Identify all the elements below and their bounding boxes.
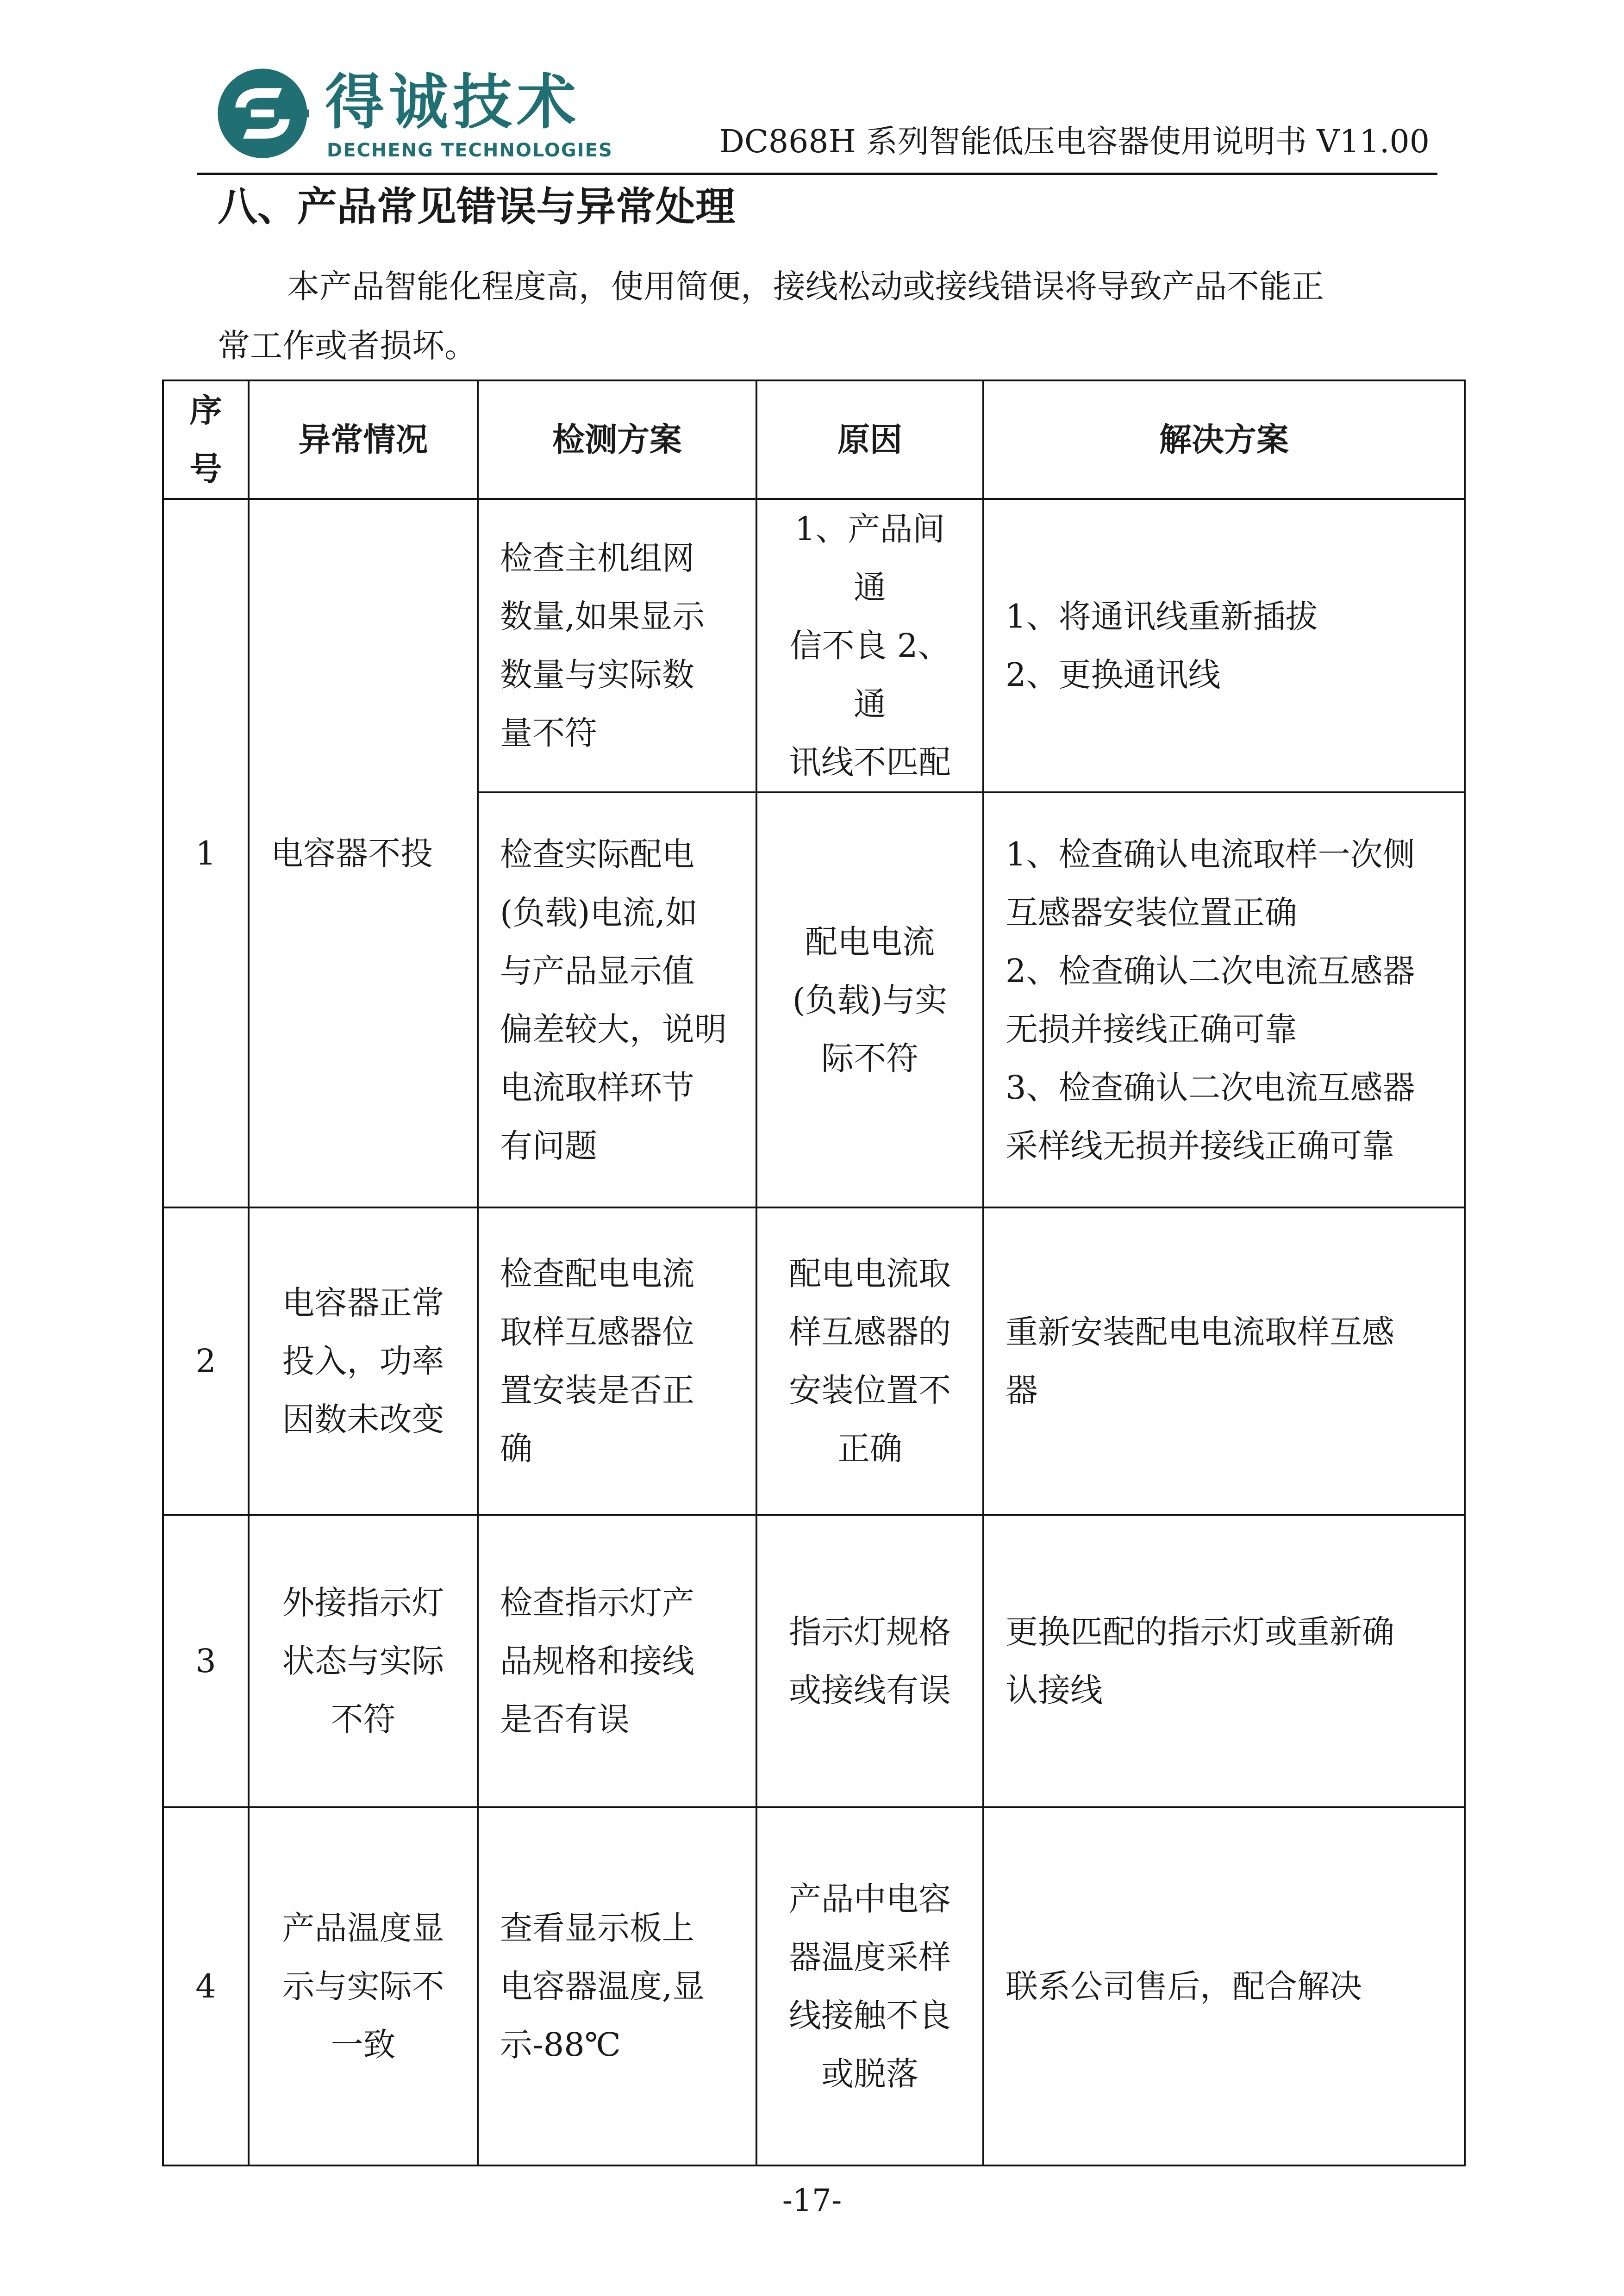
row-solution: 重新安装配电电流取样互感 器 bbox=[983, 1207, 1465, 1515]
logo-english-name: DECHENG TECHNOLOGIES bbox=[327, 140, 613, 161]
row-condition: 电容器正常 投入，功率 因数未改变 bbox=[249, 1207, 478, 1515]
row-solution: 更换匹配的指示灯或重新确 认接线 bbox=[983, 1515, 1465, 1807]
table-row bbox=[163, 1807, 1465, 2165]
row-detection: 检查主机组网 数量,如果显示 数量与实际数 量不符 bbox=[478, 499, 756, 792]
row-index: 1 bbox=[163, 499, 249, 1207]
row-solution: 联系公司售后，配合解决 bbox=[983, 1807, 1465, 2165]
intro-paragraph bbox=[218, 257, 1440, 375]
table-header-row bbox=[163, 380, 1465, 499]
header-condition: 异常情况 bbox=[249, 380, 478, 499]
row-condition: 电容器不投 bbox=[249, 499, 478, 1207]
row-solution: 1、检查确认电流取样一次侧 互感器安装位置正确 2、检查确认二次电流互感器 无损并接线正确可靠 3、检查确认二次电流互感器 采样线无损并接线正确可靠 bbox=[983, 792, 1465, 1207]
row-detection: 检查实际配电 (负载)电流,如 与产品显示值 偏差较大，说明 电流取样环节 有问题 bbox=[478, 792, 756, 1207]
row-solution: 1、将通讯线重新插拔 2、更换通讯线 bbox=[983, 499, 1465, 792]
intro-line-2: 常工作或者损坏。 bbox=[218, 327, 477, 365]
fault-handling-table bbox=[162, 380, 1466, 2166]
intro-line-1: 本产品智能化程度高，使用简便，接线松动或接线错误将导致产品不能正 bbox=[287, 268, 1324, 305]
row-detection: 检查配电电流 取样互感器位 置安装是否正 确 bbox=[478, 1207, 756, 1515]
document-title: DC868H 系列智能低压电容器使用说明书 V11.00 bbox=[719, 124, 1430, 160]
table-row bbox=[163, 1515, 1465, 1807]
row-index: 2 bbox=[163, 1207, 249, 1515]
header-divider bbox=[197, 173, 1437, 175]
company-logo bbox=[214, 65, 621, 162]
row-index: 4 bbox=[163, 1807, 249, 2165]
row-condition: 产品温度显 示与实际不 一致 bbox=[249, 1807, 478, 2165]
row-cause: 指示灯规格 或接线有误 bbox=[756, 1515, 983, 1807]
section-heading: 八、产品常见错误与异常处理 bbox=[218, 184, 735, 230]
row-cause: 配电电流取 样互感器的 安装位置不 正确 bbox=[756, 1207, 983, 1515]
row-cause: 配电电流 (负载)与实 际不符 bbox=[756, 792, 983, 1207]
header-solution: 解决方案 bbox=[983, 380, 1465, 499]
row-cause: 产品中电容 器温度采样 线接触不良 或脱落 bbox=[756, 1807, 983, 2165]
table-row bbox=[163, 499, 1465, 792]
row-detection: 检查指示灯产 品规格和接线 是否有误 bbox=[478, 1515, 756, 1807]
table-row bbox=[163, 1207, 1465, 1515]
header-cause: 原因 bbox=[756, 380, 983, 499]
row-condition: 外接指示灯 状态与实际 不符 bbox=[249, 1515, 478, 1807]
row-detection: 查看显示板上 电容器温度,显 示-88℃ bbox=[478, 1807, 756, 2165]
row-cause: 1、产品间通 信不良 2、通 讯线不匹配 bbox=[756, 499, 983, 792]
row-index: 3 bbox=[163, 1515, 249, 1807]
header-detection: 检测方案 bbox=[478, 380, 756, 499]
page-number: -17- bbox=[782, 2183, 842, 2218]
logo-chinese-name: 得诚技术 bbox=[325, 68, 581, 137]
header-index: 序 号 bbox=[163, 380, 249, 499]
decheng-logo-icon bbox=[214, 65, 311, 162]
